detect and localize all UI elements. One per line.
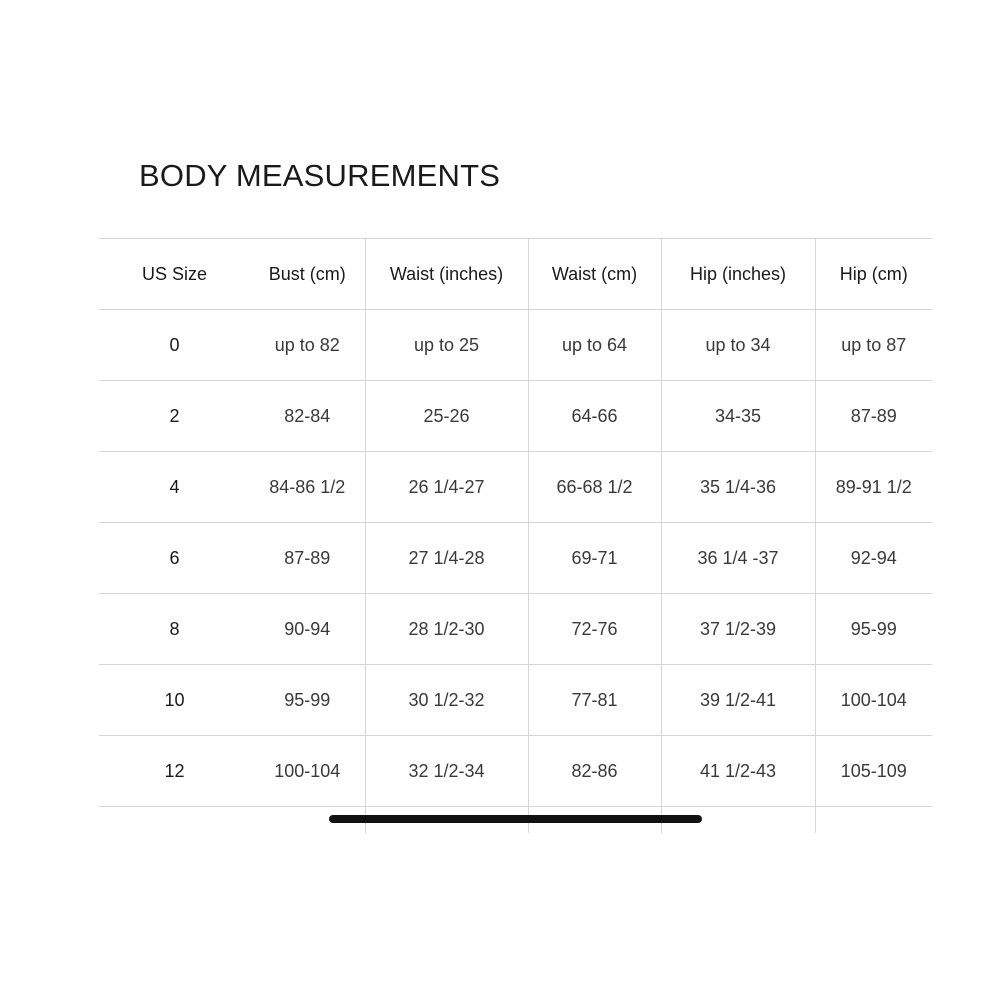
cell-waist-cm: 66-68 1/2: [528, 452, 661, 523]
table-row: [99, 310, 932, 381]
cell-empty: [99, 807, 250, 834]
cell-bust-cm: 95-99: [250, 665, 365, 736]
cell-bust-cm: 90-94: [250, 594, 365, 665]
cell-hip-cm: 95-99: [815, 594, 932, 665]
page-title: BODY MEASUREMENTS: [139, 158, 501, 193]
table-row: [99, 736, 932, 807]
cell-bust-cm: 87-89: [250, 523, 365, 594]
cell-waist-inches: 25-26: [365, 381, 528, 452]
cell-hip-inches: 41 1/2-43: [661, 736, 815, 807]
cell-us-size: 8: [99, 594, 250, 665]
cell-waist-inches: 26 1/4-27: [365, 452, 528, 523]
cell-hip-inches: 36 1/4 -37: [661, 523, 815, 594]
cell-hip-cm: 105-109: [815, 736, 932, 807]
cell-waist-cm: 72-76: [528, 594, 661, 665]
cell-waist-inches: 28 1/2-30: [365, 594, 528, 665]
cell-bust-cm: 82-84: [250, 381, 365, 452]
cell-bust-cm: 100-104: [250, 736, 365, 807]
cell-hip-cm: 100-104: [815, 665, 932, 736]
column-header-hip-inches: Hip (inches): [661, 239, 815, 310]
cell-us-size: 10: [99, 665, 250, 736]
table-row: [99, 665, 932, 736]
cell-hip-inches: 39 1/2-41: [661, 665, 815, 736]
table-row: [99, 594, 932, 665]
column-header-waist-cm: Waist (cm): [528, 239, 661, 310]
cell-hip-inches: 37 1/2-39: [661, 594, 815, 665]
cell-bust-cm: 84-86 1/2: [250, 452, 365, 523]
cell-waist-inches: 32 1/2-34: [365, 736, 528, 807]
table-row: [99, 381, 932, 452]
cell-us-size: 4: [99, 452, 250, 523]
cell-waist-inches: 30 1/2-32: [365, 665, 528, 736]
cell-waist-cm: 64-66: [528, 381, 661, 452]
horizontal-scrollbar[interactable]: [329, 815, 702, 823]
cell-waist-cm: up to 64: [528, 310, 661, 381]
column-header-waist-inches: Waist (inches): [365, 239, 528, 310]
cell-us-size: 12: [99, 736, 250, 807]
cell-waist-cm: 82-86: [528, 736, 661, 807]
cell-us-size: 2: [99, 381, 250, 452]
cell-us-size: 0: [99, 310, 250, 381]
size-chart-table: [99, 238, 932, 833]
cell-us-size: 6: [99, 523, 250, 594]
table-header-row: [99, 239, 932, 310]
cell-waist-inches: up to 25: [365, 310, 528, 381]
cell-waist-cm: 69-71: [528, 523, 661, 594]
cell-hip-inches: 35 1/4-36: [661, 452, 815, 523]
cell-hip-cm: 87-89: [815, 381, 932, 452]
cell-empty: [815, 807, 932, 834]
table-row: [99, 523, 932, 594]
column-header-hip-cm: Hip (cm): [815, 239, 932, 310]
cell-hip-inches: 34-35: [661, 381, 815, 452]
column-header-us-size: US Size: [99, 239, 250, 310]
cell-hip-cm: 92-94: [815, 523, 932, 594]
cell-hip-cm: 89-91 1/2: [815, 452, 932, 523]
cell-hip-inches: up to 34: [661, 310, 815, 381]
table-row: [99, 452, 932, 523]
cell-waist-inches: 27 1/4-28: [365, 523, 528, 594]
cell-hip-cm: up to 87: [815, 310, 932, 381]
column-header-bust-cm: Bust (cm): [250, 239, 365, 310]
size-chart-scroll-area[interactable]: [99, 238, 932, 838]
cell-waist-cm: 77-81: [528, 665, 661, 736]
cell-bust-cm: up to 82: [250, 310, 365, 381]
